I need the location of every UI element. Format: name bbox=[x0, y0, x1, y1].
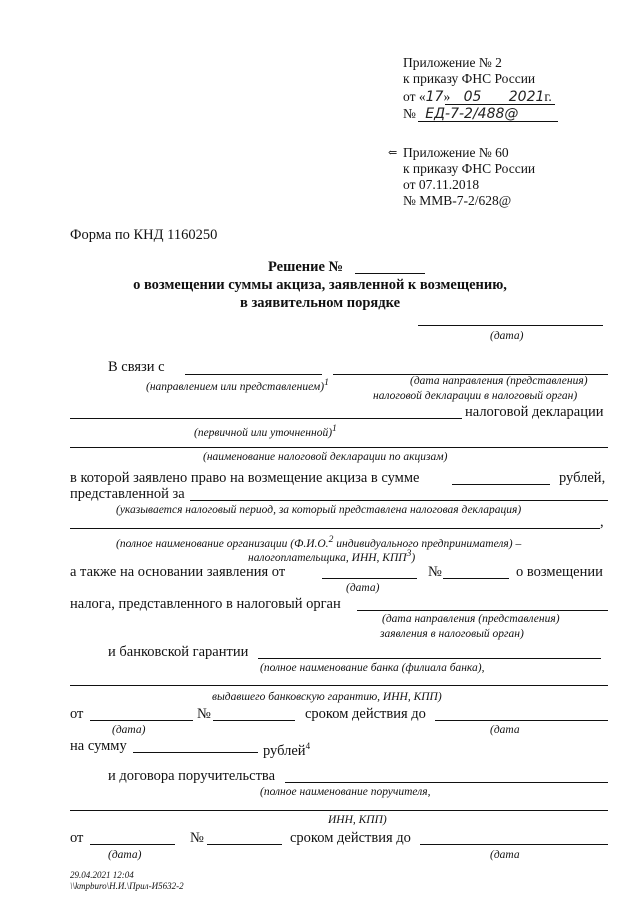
guarantee-number-label: № bbox=[197, 706, 211, 722]
bank-caption-2: выдавшего банковскую гарантию, ИНН, КПП) bbox=[212, 691, 442, 703]
sum-rubles-label: рублей$^4$ bbox=[263, 741, 311, 759]
appendix60-order: к приказу ФНС России bbox=[403, 161, 536, 176]
application-number-field bbox=[443, 578, 509, 579]
surety-valid-field bbox=[420, 844, 608, 845]
guarantor-caption-2: ИНН, КПП) bbox=[328, 814, 387, 826]
surety-date-field bbox=[90, 844, 175, 845]
guarantee-sum-field bbox=[133, 752, 258, 753]
application-date-caption: (дата) bbox=[346, 582, 380, 594]
tax-period-field bbox=[190, 500, 608, 501]
declaration-name-caption: (наименование налоговой декларации по акцизам) bbox=[203, 451, 448, 463]
number-underline bbox=[418, 121, 558, 122]
claimed-sum-field bbox=[452, 484, 550, 485]
guarantor-details-field bbox=[70, 810, 608, 811]
organization-field bbox=[70, 528, 600, 529]
application-submit-caption-1: (дата направления (представления) bbox=[382, 613, 560, 625]
declaration-type-field bbox=[70, 418, 462, 419]
on-refund-label: о возмещении bbox=[516, 564, 603, 580]
appendix60-title: Приложение № 60 bbox=[403, 145, 509, 160]
organization-caption-2: налогоплательщика, ИНН, КПП$^3$) bbox=[248, 548, 416, 564]
handwritten-year: 2021 bbox=[508, 89, 545, 105]
date-underline bbox=[445, 104, 555, 105]
year-suffix: г. bbox=[544, 89, 552, 104]
decision-subtitle-1: о возмещении суммы акциза, заявленной к возмещению, bbox=[133, 277, 507, 293]
guarantee-number-field bbox=[213, 720, 295, 721]
bank-caption-1: (полное наименование банка (филиала банка), bbox=[260, 662, 485, 674]
footer-timestamp: 29.04.2021 12:04 bbox=[70, 870, 134, 880]
surety-from-label: от bbox=[70, 830, 84, 846]
date-prefix: от « bbox=[403, 89, 426, 104]
claimed-right-label: в которой заявлено право на возмещение акциза в сумме bbox=[70, 470, 420, 486]
decision-date-caption: (дата) bbox=[490, 330, 524, 342]
arrow-mark-icon: ⇐ bbox=[388, 147, 398, 159]
sum-label: на сумму bbox=[70, 738, 127, 754]
decision-title: Решение № bbox=[268, 259, 344, 275]
surety-valid-caption: (дата bbox=[490, 849, 520, 861]
appendix2-order: к приказу ФНС России bbox=[403, 71, 536, 86]
date-quote: » bbox=[443, 89, 451, 104]
decision-subtitle-2: в заявительном порядке bbox=[239, 295, 401, 311]
declaration-type-caption: (первичной или уточненной)$^1$ bbox=[194, 423, 337, 439]
appendix60-date: от 07.11.2018 bbox=[403, 177, 480, 192]
surety-label: и договора поручительства bbox=[108, 768, 276, 784]
application-submit-date-field bbox=[357, 610, 608, 611]
declaration-date-caption-1: (дата направления (представления) bbox=[410, 375, 588, 387]
surety-date-caption: (дата) bbox=[108, 849, 142, 861]
bank-details-field bbox=[70, 685, 608, 686]
guarantee-from-label: от bbox=[70, 706, 84, 722]
handwritten-number: ЕД-7-2/488@ bbox=[425, 106, 519, 122]
decision-date-field bbox=[418, 325, 603, 326]
direction-field bbox=[185, 374, 322, 375]
form-code: Форма по КНД 1160250 bbox=[70, 227, 218, 243]
in-connection-label: В связи с bbox=[108, 359, 165, 375]
guarantor-caption-1: (полное наименование поручителя, bbox=[260, 786, 431, 798]
tax-declaration-label: налоговой декларации bbox=[465, 404, 604, 420]
application-submit-caption-2: заявления в налоговый орган) bbox=[380, 628, 524, 640]
surety-number-field bbox=[207, 844, 282, 845]
declaration-name-field bbox=[70, 447, 608, 448]
guarantee-date-field bbox=[90, 720, 193, 721]
number-prefix: № bbox=[403, 106, 416, 121]
guarantee-valid-caption: (дата bbox=[490, 724, 520, 736]
surety-valid-label: сроком действия до bbox=[290, 830, 411, 846]
guarantor-name-field bbox=[285, 782, 608, 783]
guarantee-date-caption: (дата) bbox=[112, 724, 146, 736]
guarantee-valid-label: сроком действия до bbox=[305, 706, 426, 722]
organization-caption-1: (полное наименование организации (Ф.И.О.$^2$ индивидуального предпринимателя) – bbox=[116, 534, 522, 550]
rubles-label: рублей, bbox=[559, 470, 606, 486]
appendix60-number: № ММВ-7-2/628@ bbox=[403, 193, 512, 208]
handwritten-month: 05 bbox=[463, 89, 482, 105]
tax-period-caption: (указывается налоговый период, за который представлена налоговая декларация) bbox=[116, 504, 522, 516]
tax-presented-label: налога, представленного в налоговый орган bbox=[70, 596, 341, 612]
declaration-date-caption-2: налоговой декларации в налоговый орган) bbox=[373, 390, 578, 402]
bank-name-field bbox=[258, 658, 601, 659]
decision-number-field bbox=[355, 273, 425, 274]
handwritten-day: 17 bbox=[425, 89, 444, 105]
surety-number-label: № bbox=[190, 830, 204, 846]
guarantee-valid-field bbox=[435, 720, 608, 721]
application-date-field bbox=[322, 578, 417, 579]
application-number-label: № bbox=[428, 564, 442, 580]
organization-comma: , bbox=[600, 514, 604, 530]
appendix2-number-row bbox=[403, 106, 518, 122]
presented-for-label: представленной за bbox=[70, 486, 185, 502]
also-based-label: а также на основании заявления от bbox=[70, 564, 286, 580]
appendix2-title: Приложение № 2 bbox=[403, 55, 502, 70]
bank-guarantee-label: и банковской гарантии bbox=[108, 644, 249, 660]
appendix2-date-row bbox=[403, 89, 552, 105]
direction-caption: (направлением или представлением)$^1$ bbox=[146, 377, 329, 393]
footer-file-path: \\kmpburo\Н.И.\Прил-И5632-2 bbox=[70, 881, 184, 891]
